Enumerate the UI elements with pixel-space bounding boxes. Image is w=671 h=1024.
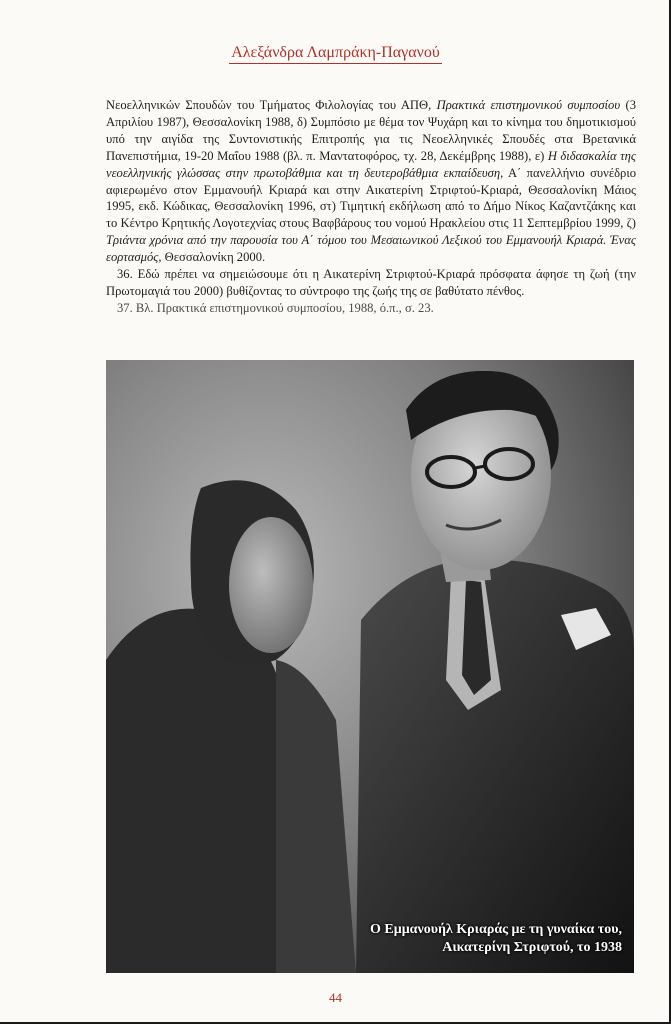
footnote-36: 36. Εδώ πρέπει να σημειώσουμε ότι η Αικατερίνη Στριφτού-Κριαρά πρόσφατα άφησε τη ζωή (την Πρωτομαγιά του 2000) βυθίζοντας το σύντροφο της ζωής της σε βαθύτατο πένθος. [106,267,636,298]
photo-caption [370,921,622,957]
italic-title: Τριάντα χρόνια από την παρουσία του Α΄ τόμου του Μεσαιωνικού Λεξικού του Εμμανουήλ Κριαρά. Ένας εορτασμός [106,233,636,265]
page-number: 44 [329,990,342,1005]
author-name: Αλεξάνδρα Λαμπράκη-Παγανού [229,44,442,64]
footnotes [106,97,636,317]
text-run: , Θεσσαλονίκη 2000. [158,250,266,265]
photo-image [106,360,634,973]
text-run: (3 Απριλίου 1987), Θεσσαλονίκη 1988, δ) Συμπόσιο με θέμα τον Ψυχάρη και το κίνημα του δημοτικισμού υπό την αιγίδα της Συντονιστικής Επιτροπής για τις Νεοελληνικές Σπουδές στα Βρετανικά Πανεπιστήμια, 19-20 Μαΐου 1988 (βλ. π. Μαντατοφόρος, τχ. 28, Δεκέμβρης 1988), ε) [106,98,636,163]
italic-title: Η διδασκαλία της νεοελληνικής γλώσσας στην πρωτοβάθμια και τη δευτεροβάθμια εκπαίδευση [106,148,636,180]
running-header [0,44,671,64]
text-run: , Α΄ πανελλήνιο συνέδριο αφιερωμένο στον Εμμανουήλ Κριαρά και στην Αικατερίνη Στριφτού-Κριαρά, Θεσσαλονίκη Μάιος 1995, εκδ. Κώδικας, Θεσσαλονίκη 1996, στ) Τιμητική εκδήλωση από το Δήμο Νίκος Καζαντζάκης και το Κέντρο Κρητικής Λογοτεχνίας στους Βαφβάρους του νομού Ηρακλείου στις 11 Σεπτεμβρίου 1999, ζ) [106,165,637,231]
footnote-35-continuation [106,97,636,266]
italic-title: Πρακτικά επιστημονικού συμποσίου [436,98,621,112]
caption-line-1: Ο Εμμανουήλ Κριαράς με τη γυναίκα του, [370,922,622,937]
photograph [106,360,634,973]
caption-line-2: Αικατερίνη Στριφτού, το 1938 [442,940,622,955]
text-run: Νεοελληνικών Σπουδών του Τμήματος Φιλολογίας του ΑΠΘ, [106,98,437,112]
footnote-37: 37. Βλ. Πρακτικά επιστημονικού συμποσίου, 1988, ό.π., σ. 23. [117,300,434,315]
